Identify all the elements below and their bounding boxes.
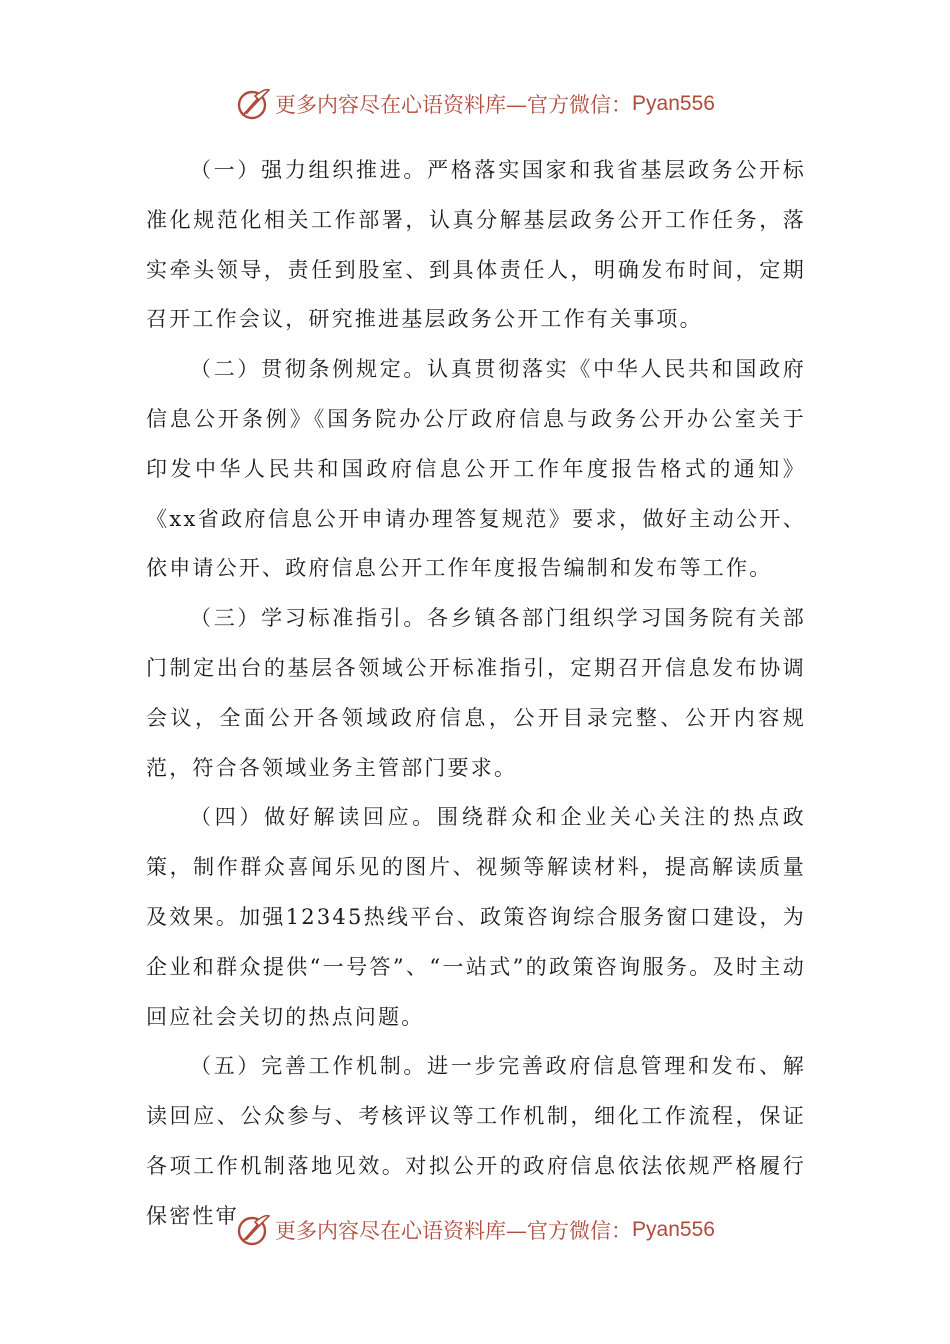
paragraph-4: （四）做好解读回应。围绕群众和企业关心关注的热点政策，制作群众喜闻乐见的图片、视频等解读材料，提高解读质量及效果。加强12345热线平台、政策咨询综合服务窗口建设，为企业和群众提供“一号答”、“一站式”的政策咨询服务。及时主动回应社会关切的热点问题。 (146, 805, 806, 1029)
footer-banner-text: 更多内容尽在心语资料库—官方微信： (275, 1219, 633, 1243)
footer-banner-wechat-id: Pyan556 (632, 1218, 715, 1241)
paragraph-5: （五）完善工作机制。进一步完善政府信息管理和发布、解读回应、公众参与、考核评议等工作机制，细化工作流程，保证各项工作机制落地见效。对拟公开的政府信息依法依规严格履行保密性审 (146, 1054, 806, 1228)
paragraph-3: （三）学习标准指引。各乡镇各部门组织学习国务院有关部门制定出台的基层各领域公开标准指引，定期召开信息发布协调会议，全面公开各领域政府信息，公开目录完整、公开内容规范，符合各领域业务主管部门要求。 (146, 606, 806, 780)
paragraph-2: （二）贯彻条例规定。认真贯彻落实《中华人民共和国政府信息公开条例》《国务院办公厅政府信息与政务公开办公室关于印发中华人民共和国政府信息公开工作年度报告格式的通知》《xx省政府信息公开申请办理答复规范》要求，做好主动公开、依申请公开、政府信息公开工作年度报告编制和发布等工作。 (146, 357, 806, 581)
paragraph-1: （一）强力组织推进。严格落实国家和我省基层政务公开标准化规范化相关工作部署，认真分解基层政务公开工作任务，落实牵头领导，责任到股室、到具体责任人，明确发布时间，定期召开工作会议，研究推进基层政务公开工作有关事项。 (146, 158, 806, 332)
header-banner-text: 更多内容尽在心语资料库—官方微信： (275, 93, 633, 117)
quill-pen-logo-icon (235, 86, 271, 122)
quill-pen-logo-icon (235, 1212, 271, 1248)
document-body (146, 146, 806, 1242)
footer-banner (0, 1210, 950, 1250)
header-banner-wechat-id: Pyan556 (632, 92, 715, 115)
header-banner (0, 84, 950, 124)
